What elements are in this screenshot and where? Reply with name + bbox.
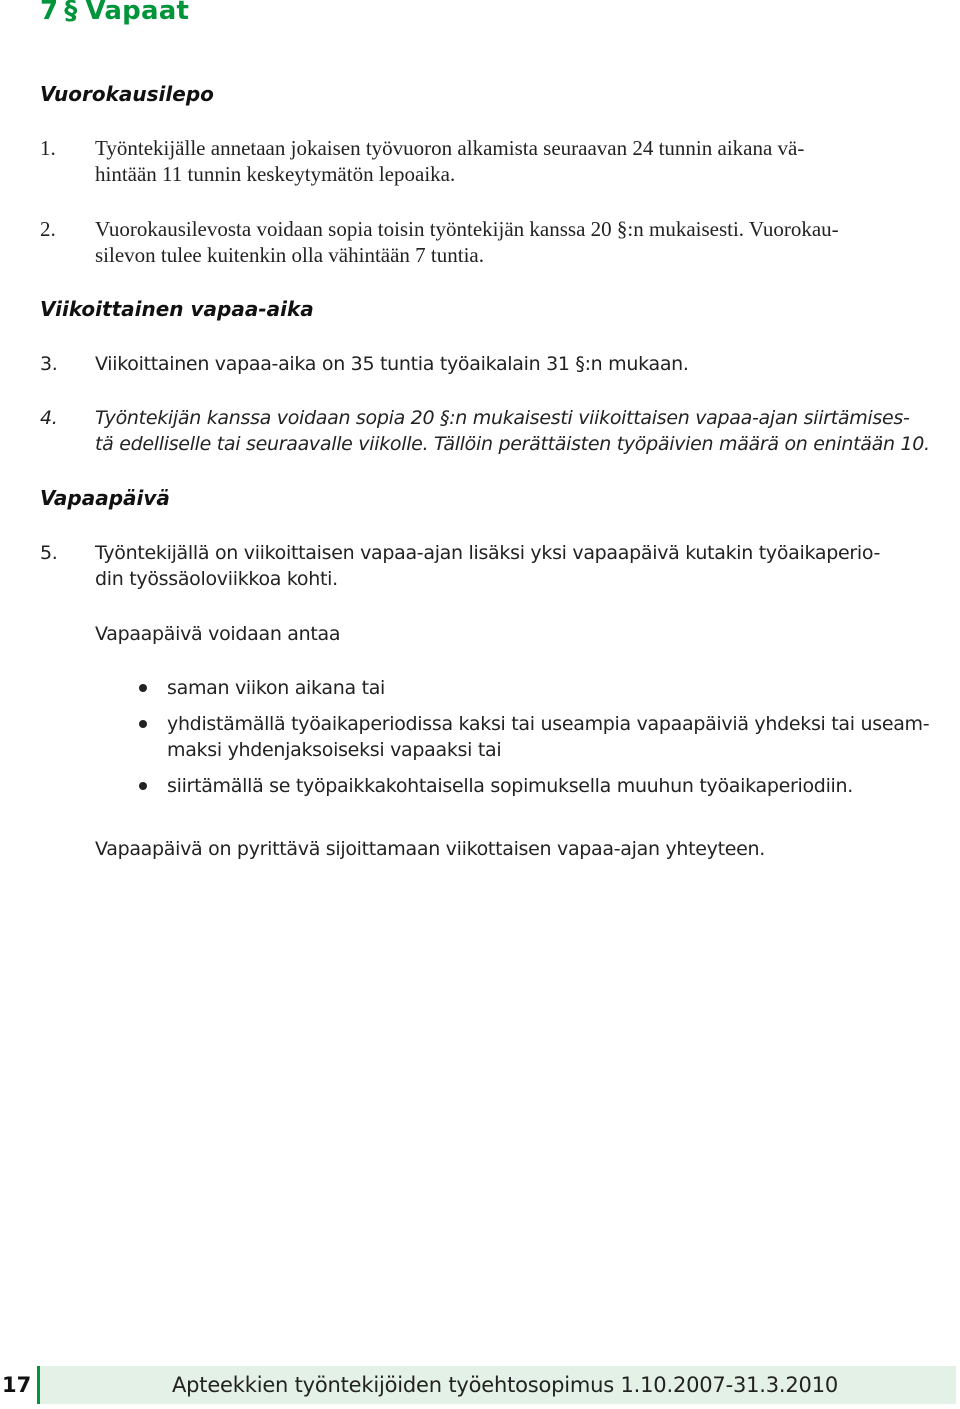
item-5-number: 5. xyxy=(40,542,58,564)
bullet-2-line-2: maksi yhdenjaksoiseksi vapaaksi tai xyxy=(167,739,502,761)
item-1-line-2: hintään 11 tunnin keskeytymätön lepoaika. xyxy=(95,162,456,186)
bullet-icon xyxy=(139,684,147,692)
item-4-line-1: Työntekijän kanssa voidaan sopia 20 §:n mukaisesti viikoittaisen vapaa-ajan siirtämises- xyxy=(95,407,910,429)
item-2-line-2: silevon tulee kuitenkin olla vähintään 7 tuntia. xyxy=(95,243,484,267)
item-5-line-1: Työntekijällä on viikoittaisen vapaa-ajan lisäksi yksi vapaapäivä kutakin työaikaperio- xyxy=(95,542,881,564)
heading-vuorokausilepo: Vuorokausilepo xyxy=(40,82,214,106)
footer-text: Apteekkien työntekijöiden työehtosopimus 1.10.2007-31.3.2010 xyxy=(172,1373,839,1397)
item-3-number: 3. xyxy=(40,353,58,375)
item-1-number: 1. xyxy=(40,136,56,160)
bullet-2-line-1: yhdistämällä työaikaperiodissa kaksi tai useampia vapaapäiviä yhdeksi tai useam- xyxy=(167,713,930,735)
item-3-line-1: Viikoittainen vapaa-aika on 35 tuntia työaikalain 31 §:n mukaan. xyxy=(95,353,689,375)
item-4-number: 4. xyxy=(40,407,58,429)
item-2-line-1: Vuorokausilevosta voidaan sopia toisin työntekijän kanssa 20 §:n mukaisesti. Vuorokau- xyxy=(95,217,839,241)
bullet-1-line-1: saman viikon aikana tai xyxy=(167,677,386,699)
heading-vapaapaiva: Vapaapäivä xyxy=(40,486,170,510)
closing-paragraph: Vapaapäivä on pyrittävä sijoittamaan viikottaisen vapaa-ajan yhteyteen. xyxy=(95,838,766,860)
item-2-number: 2. xyxy=(40,217,56,241)
section-number: 7 xyxy=(40,0,59,26)
item-5-line-2: din työssäoloviikkoa kohti. xyxy=(95,568,338,590)
section-title-text: Vapaat xyxy=(85,0,190,26)
section-sign: § xyxy=(64,0,78,26)
item-1-line-1: Työntekijälle annetaan jokaisen työvuoron alkamista seuraavan 24 tunnin aikana vä- xyxy=(95,136,805,160)
heading-viikoittainen-vapaa-aika: Viikoittainen vapaa-aika xyxy=(40,297,314,321)
item-4-line-2: tä edelliselle tai seuraavalle viikolle. Tällöin perättäisten työpäivien määrä on enintään 10. xyxy=(95,433,930,455)
bullet-icon xyxy=(139,782,147,790)
bullet-3-line-1: siirtämällä se työpaikkakohtaisella sopimuksella muuhun työaikaperiodiin. xyxy=(167,775,854,797)
page-number: 17 xyxy=(2,1373,32,1397)
section-title xyxy=(40,0,189,26)
intro-paragraph: Vapaapäivä voidaan antaa xyxy=(95,623,341,645)
bullet-icon xyxy=(139,720,147,728)
